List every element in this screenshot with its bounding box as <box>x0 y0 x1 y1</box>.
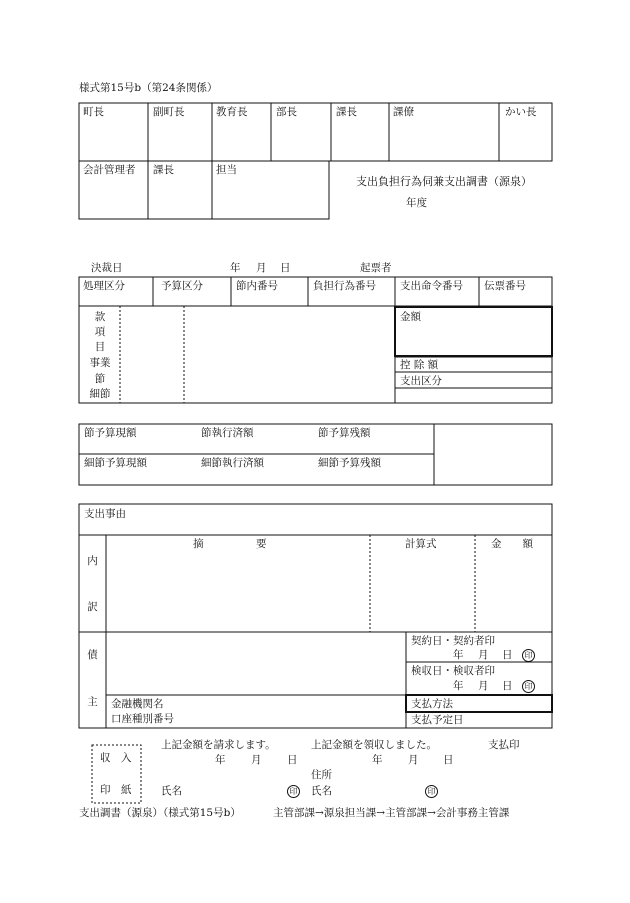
content-label-top: 内 <box>87 555 98 567</box>
item-sub-setsu: 細節 <box>89 388 111 400</box>
expenditure-type-label: 支出区分 <box>400 375 442 387</box>
content-label-bottom: 訳 <box>87 601 98 613</box>
item-project: 事業 <box>89 357 111 369</box>
claim-day: 日 <box>287 754 298 766</box>
payment-reason-label: 支出事由 <box>84 508 126 520</box>
decision-year-label: 年 <box>230 262 241 274</box>
receipt-seal-text: 印 <box>425 785 438 798</box>
approval-department-head: 部長 <box>276 106 297 118</box>
fiscal-year-label: 年度 <box>406 197 427 209</box>
header-payment-order-number: 支出命令番号 <box>400 280 463 292</box>
payment-seal-label: 支払印 <box>488 739 520 751</box>
claim-name-label: 氏名 <box>161 785 182 797</box>
budget-section-remaining: 節予算残額 <box>318 427 371 439</box>
approval-section-staff: 課僚 <box>393 106 414 118</box>
payment-method-label: 支払方法 <box>411 698 453 710</box>
summary-header: 摘 要 <box>193 538 267 550</box>
approval-person-in-charge: 担当 <box>216 164 237 176</box>
revenue-stamp-top: 収 入 <box>100 752 132 764</box>
receipt-month: 月 <box>408 754 419 766</box>
inspection-label: 検収日・検収者印 <box>411 665 495 677</box>
approval-accounting-manager: 会計管理者 <box>83 164 136 176</box>
approval-section-head: 課長 <box>336 106 357 118</box>
formula-header: 計算式 <box>405 538 437 550</box>
decision-day-label: 日 <box>280 262 291 274</box>
contract-year: 年 <box>453 649 464 661</box>
claim-seal-icon <box>287 785 300 798</box>
inspection-seal-text: 印 <box>522 680 535 693</box>
header-budget-type: 予算区分 <box>161 280 203 292</box>
receipt-name-label: 氏名 <box>311 785 332 797</box>
budget-subsection-remaining: 細節予算残額 <box>318 457 381 469</box>
approval-section-head-2: 課長 <box>153 164 174 176</box>
item-moku: 目 <box>94 341 106 353</box>
inspection-day: 日 <box>502 680 513 692</box>
routing-flow: 主管部課→源泉担当課→主管部課→会計事務主管課 <box>273 807 510 819</box>
contract-seal-text: 印 <box>522 649 535 662</box>
revenue-stamp-bottom: 印 紙 <box>100 784 132 796</box>
amount-label: 金額 <box>400 311 421 323</box>
claim-month: 月 <box>251 754 262 766</box>
receipt-day: 日 <box>443 754 454 766</box>
account-type-label: 口座種別番号 <box>111 713 174 725</box>
budget-subsection-current: 細節予算現額 <box>84 457 147 469</box>
address-label: 住所 <box>311 769 332 781</box>
budget-subsection-executed: 細節執行済額 <box>201 457 264 469</box>
contract-seal-icon <box>522 649 535 662</box>
bank-name-label: 金融機関名 <box>111 698 164 710</box>
form-number: 様式第15号b（第24条関係） <box>79 82 218 94</box>
item-kou: 項 <box>94 326 106 338</box>
contract-month: 月 <box>478 649 489 661</box>
approval-superintendent: 教育長 <box>216 106 248 118</box>
payment-date-label: 支払予定日 <box>411 714 464 726</box>
item-kan: 款 <box>94 311 106 323</box>
creditor-label-bottom: 主 <box>87 696 98 708</box>
approval-unit-head: かい長 <box>505 106 537 118</box>
claim-year: 年 <box>215 754 226 766</box>
receipt-year: 年 <box>372 754 383 766</box>
claim-seal-text: 印 <box>287 785 300 798</box>
inspection-year: 年 <box>453 680 464 692</box>
receipt-seal-icon <box>425 785 438 798</box>
header-commitment-number: 負担行為番号 <box>313 280 376 292</box>
claim-text: 上記金額を請求します。 <box>161 739 276 751</box>
drafter-label: 起票者 <box>360 262 392 274</box>
amount-header: 金 額 <box>491 538 533 550</box>
document-name: 支出調書（源泉）（様式第15号b） <box>79 807 241 819</box>
item-setsu: 節 <box>94 373 106 385</box>
approval-mayor: 町長 <box>83 106 104 118</box>
creditor-label-top: 債 <box>87 649 98 661</box>
receipt-text: 上記金額を領収しました。 <box>311 739 437 751</box>
header-voucher-number: 伝票番号 <box>484 280 526 292</box>
budget-section-executed: 節執行済額 <box>201 427 254 439</box>
document-title: 支出負担行為伺兼支出調書（源泉） <box>356 175 532 188</box>
header-processing-type: 処理区分 <box>83 280 125 292</box>
inspection-month: 月 <box>478 680 489 692</box>
budget-section-current: 節予算現額 <box>84 427 137 439</box>
contract-day: 日 <box>502 649 513 661</box>
contract-label: 契約日・契約者印 <box>411 635 495 647</box>
deduction-label: 控 除 額 <box>400 359 439 371</box>
decision-date-label: 決裁日 <box>91 262 123 274</box>
decision-month-label: 月 <box>256 262 267 274</box>
approval-deputy-mayor: 副町長 <box>153 106 185 118</box>
inspection-seal-icon <box>522 680 535 693</box>
header-section-number: 節内番号 <box>236 280 278 292</box>
